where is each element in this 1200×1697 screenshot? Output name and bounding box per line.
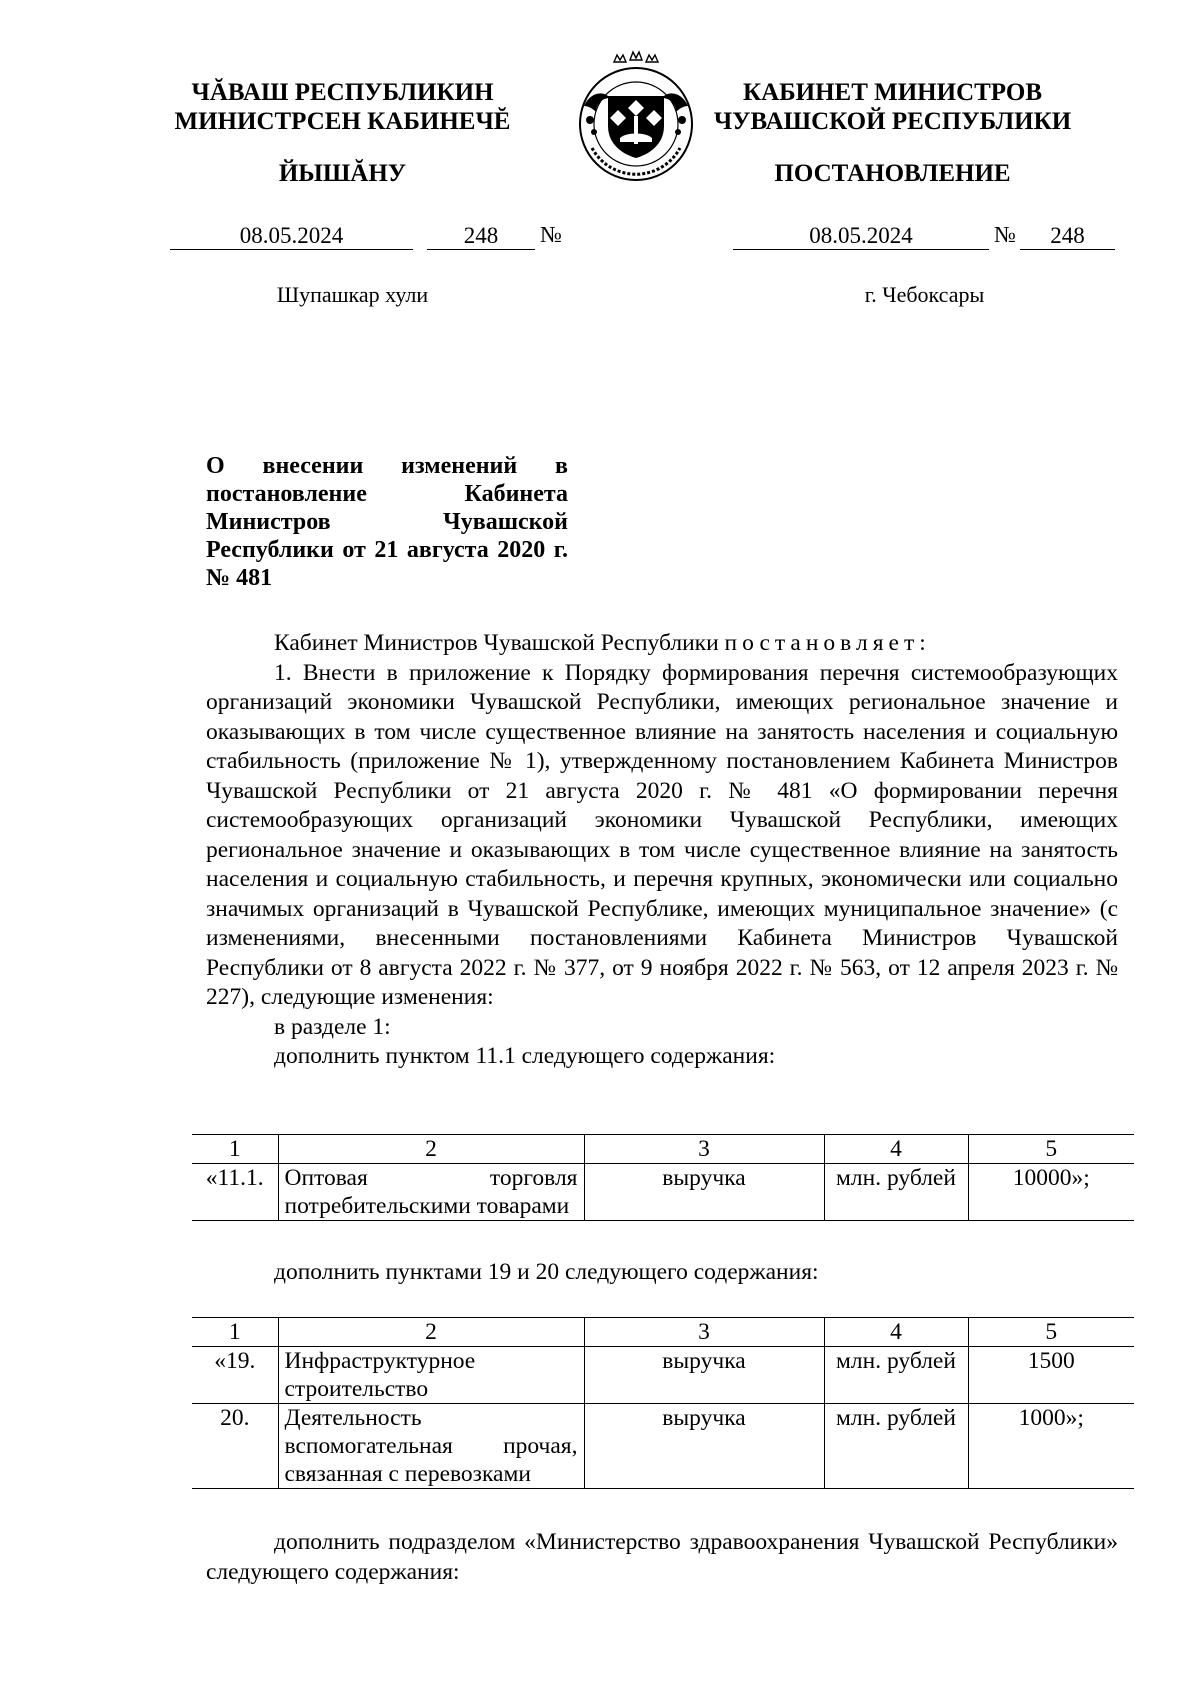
table-header-cell: 2 [278, 1318, 584, 1347]
table-row [192, 1164, 1134, 1221]
section-line: в разделе 1: [274, 1013, 391, 1040]
table-cell-number: «11.1. [192, 1164, 278, 1221]
table-cell-activity: Оптовая торговля потребительскими товарами [278, 1164, 584, 1221]
table-cell-value: 1000»; [968, 1404, 1134, 1489]
table-row [192, 1404, 1134, 1489]
table-header-cell: 1 [192, 1135, 278, 1164]
table-cell-number: 20. [192, 1404, 278, 1489]
table-row [192, 1347, 1134, 1404]
document-body [206, 629, 1118, 1072]
table-header-cell: 1 [192, 1318, 278, 1347]
preamble [206, 629, 1118, 659]
right-city: г. Чебоксары [864, 282, 985, 307]
header-left-line1: ЧĂВАШ РЕСПУБЛИКИН [191, 79, 494, 106]
table-header-cell: 4 [824, 1135, 968, 1164]
left-number-sign: № [540, 222, 562, 247]
table-cell-unit: млн. рублей [824, 1164, 968, 1221]
table-cell-value: 1500 [968, 1347, 1134, 1404]
coat-of-arms-emblem [568, 48, 704, 184]
right-number-field: 248 [1020, 223, 1115, 250]
add-subsection-text [206, 1528, 1118, 1587]
header-right-title [700, 78, 1085, 136]
table-header-cell: 3 [584, 1318, 824, 1347]
table-cell-number: «19. [192, 1347, 278, 1404]
add-items-19-20-label: дополнить пунктами 19 и 20 следующего содержания: [274, 1259, 819, 1285]
amendment-table-1 [192, 1134, 1134, 1221]
preamble-text: Кабинет Министров Чувашской Республики [274, 630, 725, 656]
table-header-cell: 2 [278, 1135, 584, 1164]
add-subsection-label: дополнить подразделом «Министерство здравоохранения Чувашской Республики» следующего содержания: [206, 1529, 1118, 1585]
table-header-cell: 5 [968, 1318, 1134, 1347]
table-header-row [192, 1318, 1134, 1347]
coat-of-arms-icon [568, 48, 704, 184]
header-right-doc-type: ПОСТАНОВЛЕНИЕ [774, 160, 1011, 187]
table-cell-indicator: выручка [584, 1164, 824, 1221]
header-right-line2: ЧУВАШСКОЙ РЕСПУБЛИКИ [713, 108, 1072, 135]
preamble-verb: постановляет: [724, 630, 931, 656]
header-right-line1: КАБИНЕТ МИНИСТРОВ [742, 79, 1043, 106]
table-header-cell: 4 [824, 1318, 968, 1347]
table-cell-indicator: выручка [584, 1404, 824, 1489]
table-cell-activity: Инфраструктурное строительство [278, 1347, 584, 1404]
header-left-doc-type: ЙЫШĂНУ [278, 160, 407, 187]
add-item-11-1-text: дополнить пунктом 11.1 следующего содержания: [274, 1043, 776, 1069]
document-subject: О внесении изменений в постановление Кабинета Министров Чувашской Республики от 21 августа 2020 г. № 481 [206, 453, 568, 591]
left-date-field: 08.05.2024 [170, 223, 413, 250]
table-header-row [192, 1135, 1134, 1164]
table-header-cell: 3 [584, 1135, 824, 1164]
amendment-table-2 [192, 1317, 1134, 1489]
table-cell-unit: млн. рублей [824, 1347, 968, 1404]
left-number-field: 248 [427, 223, 535, 250]
right-date-field: 08.05.2024 [733, 223, 989, 250]
table-cell-indicator: выручка [584, 1347, 824, 1404]
table-cell-unit: млн. рублей [824, 1404, 968, 1489]
table-cell-activity: Деятельность вспомогательная прочая, связанная с перевозками [278, 1404, 584, 1489]
add-items-19-20-text [206, 1258, 1118, 1288]
table-cell-value: 10000»; [968, 1164, 1134, 1221]
header-left-line2: МИНИСТРСЕН КАБИНЕЧĔ [174, 108, 511, 135]
table-header-cell: 5 [968, 1135, 1134, 1164]
paragraph-1: 1. Внести в приложение к Порядку формирования перечня системообразующих организаций экономики Чувашской Республики, имеющих региональное значение и оказывающих в том числе существенное влияние на занятость населения и социальную стабильность (приложение № 1), утвержденному постановлением Кабинета Министров Чувашской Республики от 21 августа 2020 г. № 481 «О формировании перечня системообразующих организаций экономики Чувашской Республики, имеющих региональное значение и оказывающих в том числе существенное влияние на занятость населения и социальную стабильность, и перечня крупных, экономически или социально значимых организаций в Чувашской Республике, имеющих муниципальное значение» (с изменениями, внесенными постановлениями Кабинета Министров Чувашской Республики от 8 августа 2022 г. № 377, от 9 ноября 2022 г. № 563, от 12 апреля 2023 г. № 227), следующие изменения: [206, 659, 1118, 1010]
left-city: Шупашкар хули [276, 282, 429, 307]
right-number-sign: № [994, 222, 1016, 247]
header-left-title [150, 78, 535, 136]
